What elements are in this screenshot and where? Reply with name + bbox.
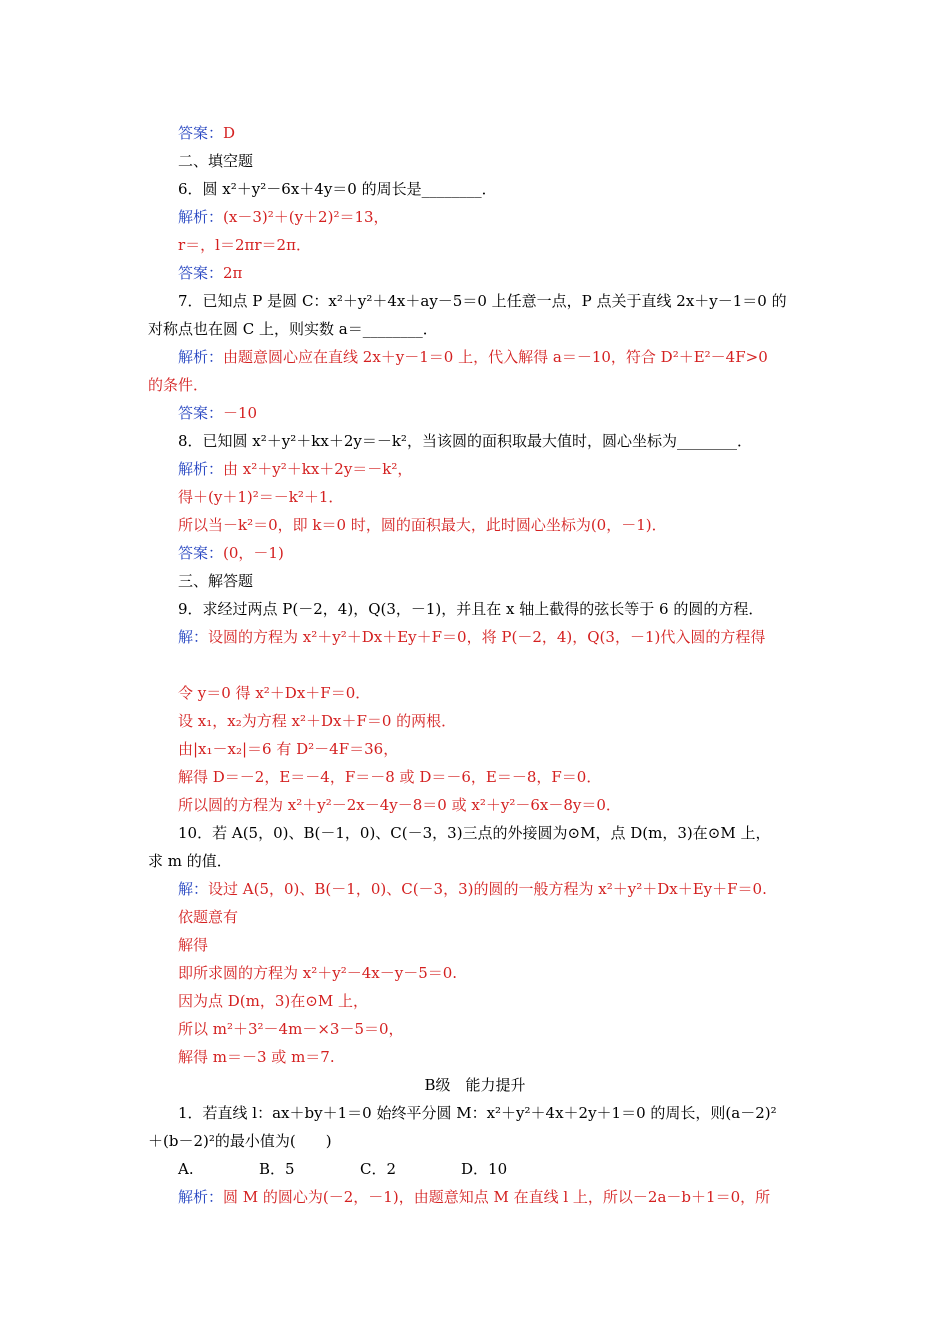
analysis-line-q8-3: 所以当－k²＝0，即 k＝0 时，圆的面积最大，此时圆心坐标为(0，－1)． <box>178 516 667 534</box>
analysis-text: 由题意圆心应在直线 2x＋y－1＝0 上，代入解得 a＝－10，符合 D²＋E²－4F>0 <box>223 348 768 366</box>
solution-line-q9-6: 所以圆的方程为 x²＋y²－2x－4y－8＝0 或 x²＋y²－6x－8y＝0． <box>178 796 621 814</box>
solution-line-q10 <box>178 879 767 899</box>
analysis-line-q8-2: 得＋(y＋1)²＝－k²＋1． <box>178 488 344 506</box>
solution-line-q10-7: 解得 m＝－3 或 m＝7. <box>178 1048 335 1066</box>
question-b1-line-2: ＋(b－2)²的最小值为( ) <box>148 1132 332 1150</box>
analysis-label: 解析： <box>178 1188 224 1206</box>
solution-text: 设过 A(5，0)、B(－1，0)、C(－3，3)的圆的一般方程为 x²＋y²＋Dx＋Ey＋F＝0. <box>208 880 767 898</box>
answer-line-q8 <box>178 543 284 563</box>
question-7-line-2: 对称点也在圆 C 上，则实数 a＝________． <box>148 320 438 338</box>
solution-line-q9-5: 解得 D＝－2，E＝－4，F＝－8 或 D＝－6，E＝－8，F＝0． <box>178 768 602 786</box>
analysis-line-q7-2: 的条件． <box>148 376 209 394</box>
solution-text: 设圆的方程为 x²＋y²＋Dx＋Ey＋F＝0，将 P(－2，4)，Q(3，－1)代入圆的方程得 <box>208 628 766 646</box>
solution-label: 解： <box>178 628 209 646</box>
answer-line-q5 <box>178 123 235 143</box>
option-b: B．5 <box>259 1160 295 1178</box>
section-heading-level-b: B级 能力提升 <box>424 1076 526 1094</box>
analysis-text: 由 x²＋y²＋kx＋2y＝－k²， <box>223 460 413 478</box>
solution-line-q9 <box>178 627 765 647</box>
option-d: D．10 <box>461 1160 508 1178</box>
section-heading-solve: 三、解答题 <box>178 572 254 590</box>
analysis-line-q8 <box>178 459 412 479</box>
question-9: 9．求经过两点 P(－2，4)，Q(3，－1)，并且在 x 轴上截得的弦长等于 6 的圆的方程． <box>178 600 764 618</box>
solution-line-q10-3: 解得 <box>178 936 209 954</box>
solution-line-q9-4: 由|x₁－x₂|＝6 有 D²－4F＝36， <box>178 740 399 758</box>
answer-label: 答案： <box>178 124 224 142</box>
analysis-line-q7 <box>178 347 768 367</box>
answer-value: －10 <box>223 404 258 422</box>
question-b1-line-1: 1．若直线 l：ax＋by＋1＝0 始终平分圆 M：x²＋y²＋4x＋2y＋1＝0 的周长，则(a－2)² <box>178 1104 777 1122</box>
answer-label: 答案： <box>178 544 224 562</box>
solution-label: 解： <box>178 880 209 898</box>
solution-line-q10-2: 依题意有 <box>178 908 239 926</box>
question-8: 8．已知圆 x²＋y²＋kx＋2y＝－k²，当该圆的面积取最大值时，圆心坐标为________． <box>178 432 752 450</box>
section-heading-fill-blank: 二、填空题 <box>178 152 254 170</box>
answer-label: 答案： <box>178 404 224 422</box>
solution-line-q10-5: 因为点 D(m，3)在⊙M 上， <box>178 992 368 1010</box>
analysis-line-b1 <box>178 1187 770 1207</box>
analysis-text: 圆 M 的圆心为(－2，－1)，由题意知点 M 在直线 l 上，所以－2a－b＋1＝0，所 <box>223 1188 771 1206</box>
analysis-label: 解析： <box>178 348 224 366</box>
answer-line-q6 <box>178 263 242 283</box>
analysis-text: (x－3)²＋(y＋2)²＝13， <box>223 208 389 226</box>
question-6: 6．圆 x²＋y²－6x＋4y＝0 的周长是________． <box>178 180 497 198</box>
answer-label: 答案： <box>178 264 224 282</box>
solution-line-q9-2: 令 y＝0 得 x²＋Dx＋F＝0． <box>178 684 371 702</box>
analysis-label: 解析： <box>178 460 224 478</box>
option-c: C．2 <box>360 1160 397 1178</box>
solution-line-q10-4: 即所求圆的方程为 x²＋y²－4x－y－5＝0. <box>178 964 458 982</box>
analysis-label: 解析： <box>178 208 224 226</box>
answer-value: (0，－1) <box>223 544 284 562</box>
solution-line-q10-6: 所以 m²＋3²－4m－×3－5＝0， <box>178 1020 404 1038</box>
question-10-line-1: 10．若 A(5，0)、B(－1，0)、C(－3，3)三点的外接圆为⊙M，点 D(m，3)在⊙M 上， <box>178 824 771 842</box>
answer-value: 2π <box>223 264 243 282</box>
analysis-line-q6-2: r＝，l＝2πr＝2π． <box>178 236 311 254</box>
analysis-line-q6 <box>178 207 389 227</box>
question-7-line-1: 7．已知点 P 是圆 C：x²＋y²＋4x＋ay－5＝0 上任意一点，P 点关于直线 2x＋y－1＝0 的 <box>178 292 787 310</box>
question-10-line-2: 求 m 的值． <box>148 852 232 870</box>
solution-line-q9-3: 设 x₁，x₂为方程 x²＋Dx＋F＝0 的两根． <box>178 712 457 730</box>
answer-line-q7 <box>178 403 257 423</box>
option-a: A. <box>178 1160 194 1178</box>
answer-value: D <box>223 124 236 142</box>
